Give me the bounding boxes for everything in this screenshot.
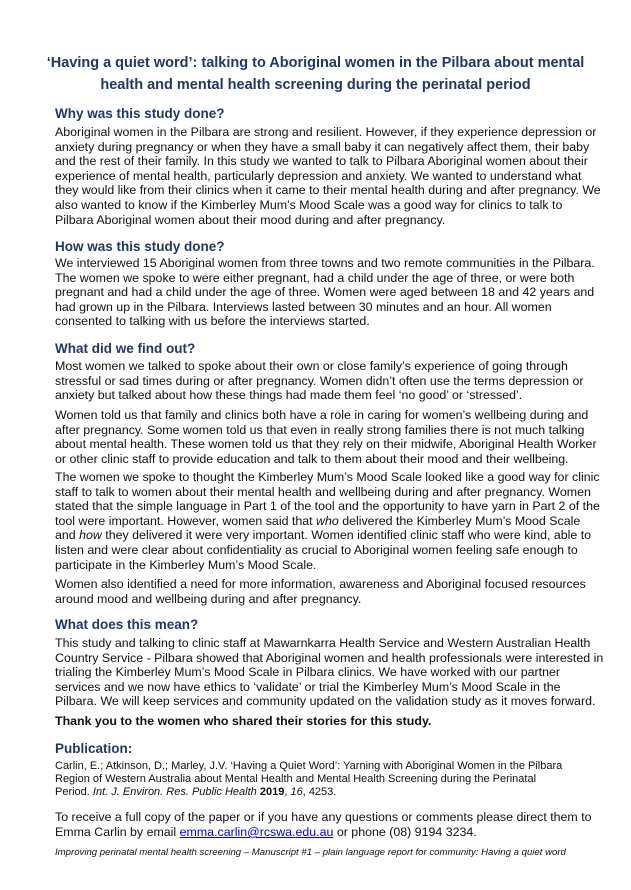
text-line: The women we spoke to were either pregnant, had a child under the age of three, or were both: [55, 270, 575, 285]
text-line: [55, 786, 562, 799]
text-line: listen and were clear about confidentiality as crucial to Aboriginal women feeling safe enough to: [55, 542, 578, 557]
paragraph: [55, 408, 597, 466]
text-line: Pilbara. We will keep services and community updated on the validation study as it moves forward.: [55, 694, 596, 709]
text-line: around mood and wellbeing during and after pregnancy.: [55, 591, 362, 606]
text-line: We interviewed 15 Aboriginal women from three towns and two remote communities in the Pilbara.: [55, 256, 595, 270]
text-line: consented to talking with us before the interviews started.: [55, 314, 370, 329]
paragraph: [55, 636, 603, 709]
citation: [55, 760, 562, 799]
publication-heading: Publication:: [55, 741, 133, 756]
section-heading: Why was this study done?: [55, 106, 225, 121]
text-line: anxiety but talked about how these things had made them feel ‘no good’ or ‘stressed’.: [55, 388, 523, 403]
contact-info: [55, 810, 592, 840]
text-line: staff to talk to women about their mental health and wellbeing during and after pregnancy. Women: [55, 484, 591, 499]
italic-text: Int. J. Environ. Res. Public Health: [92, 786, 257, 798]
text-segment: and: [55, 528, 80, 543]
text-segment: they delivered it were very important. Women identified clinic staff who were kind, able to: [101, 528, 592, 543]
paragraph: [55, 125, 601, 227]
section-heading: What does this mean?: [55, 617, 199, 632]
paragraph: [55, 470, 600, 572]
paragraph: [55, 256, 595, 329]
text-line: they would like from their clinics when it came to their mental health during and after pregnancy. We: [55, 183, 601, 198]
contact-prefix: Emma Carlin by email: [55, 825, 180, 839]
text-line: experience of mental health, particularly depression and anxiety. We wanted to understand what: [55, 168, 582, 183]
text-line: The women we spoke to thought the Kimberley Mum’s Mood Scale looked like a good way for clinic: [55, 470, 600, 484]
text-line: had grown up in the Pilbara. Interviews lasted between 30 minutes and an hour. All women: [55, 299, 552, 314]
title-line: ‘Having a quiet word’: talking to Aboriginal women in the Pilbara about mental: [46, 55, 585, 71]
text-line: Women also identified a need for more information, awareness and Aboriginal focused resources: [55, 577, 586, 591]
section-heading: How was this study done?: [55, 239, 225, 254]
thanks-statement: Thank you to the women who shared their stories for this study.: [55, 714, 432, 728]
text-line: participate in the Kimberley Mum’s Mood Scale.: [55, 557, 317, 572]
italic-text: how: [79, 528, 102, 543]
contact-suffix: or phone (08) 9194 3234.: [333, 825, 477, 839]
text-segment: Period.: [55, 786, 93, 798]
italic-text: 16: [290, 786, 303, 798]
text-line: anxiety during pregnancy or when they have a small baby it can negatively affect them, their baby: [55, 139, 590, 154]
text-line: pregnant and had a child under the age of three. Women were aged between 18 and 42 years and: [55, 285, 595, 300]
contact-line: [55, 825, 592, 840]
text-line: trialing the Kimberley Mum’s Mood Scale in Pilbara clinics. We have worked with our partner: [55, 665, 561, 680]
title-line: health and mental health screening during the perinatal period: [100, 77, 531, 93]
text-line: [55, 528, 600, 543]
text-line: services and we now have ethics to ‘validate’ or trial the Kimberley Mum’s Mood Scale in the: [55, 679, 561, 694]
text-line: Aboriginal women in the Pilbara are strong and resilient. However, if they experience depression or: [55, 125, 597, 139]
document-title: [0, 52, 631, 96]
text-line: Most women we talked to spoke about their own or close family’s experience of going through: [55, 359, 568, 373]
text-line: Region of Western Australia about Mental Health and Mental Health Screening during the Perinatal: [55, 773, 537, 785]
email-link[interactable]: emma.carlin@rcswa.edu.au: [179, 825, 334, 839]
italic-text: who: [316, 513, 339, 528]
text-line: and the rest of their family. In this study we wanted to talk to Pilbara Aboriginal women about their: [55, 154, 588, 169]
text-segment: delivered the Kimberley Mum’s Mood Scale: [338, 513, 581, 528]
footer-text: Improving perinatal mental health screening – Manuscript #1 – plain language report for community: Having a quiet word: [55, 847, 566, 858]
text-segment: , 4253.: [302, 786, 337, 798]
contact-line: To receive a full copy of the paper or if you have any questions or comments please direct them to: [55, 810, 592, 824]
paragraph: [55, 577, 586, 606]
text-line: also wanted to know if the Kimberley Mum’s Mood Scale was a good way for clinics to talk to: [55, 197, 563, 212]
text-line: stressful or sad times during or after pregnancy. Women didn’t often use the terms depression or: [55, 373, 584, 388]
text-line: Country Service - Pilbara showed that Aboriginal women and health professionals were interested in: [55, 650, 604, 665]
section-heading: What did we find out?: [55, 341, 196, 356]
text-line: after pregnancy. Some women told us that even in really strong families there is not much talking: [55, 422, 585, 437]
bold-text: 2019: [259, 786, 285, 798]
text-line: or other clinic staff to provide education and talk to them about their mood and their wellbeing.: [55, 451, 569, 466]
text-line: stated that the simple language in Part 1 of the tool and the opportunity to have yarn in Part 2 of the: [55, 499, 600, 514]
paragraph: [55, 359, 583, 403]
text-line: [55, 514, 600, 529]
text-line: about mental health. These women told us that they rely on their midwife, Aboriginal Health Worker: [55, 437, 597, 452]
text-segment: tool were important. However, women said that: [55, 513, 317, 528]
text-line: Carlin, E.; Atkinson, D.; Marley, J.V. ‘Having a Quiet Word’: Yarning with Aboriginal Women in the Pilbara: [55, 760, 563, 772]
text-line: Pilbara Aboriginal women about their mood during and after pregnancy.: [55, 212, 446, 227]
text-line: Women told us that family and clinics both have a role in caring for women’s wellbeing during and: [55, 408, 589, 422]
text-line: This study and talking to clinic staff at Mawarnkarra Health Service and Western Australian Health: [55, 636, 591, 650]
text-segment: ,: [284, 786, 291, 798]
